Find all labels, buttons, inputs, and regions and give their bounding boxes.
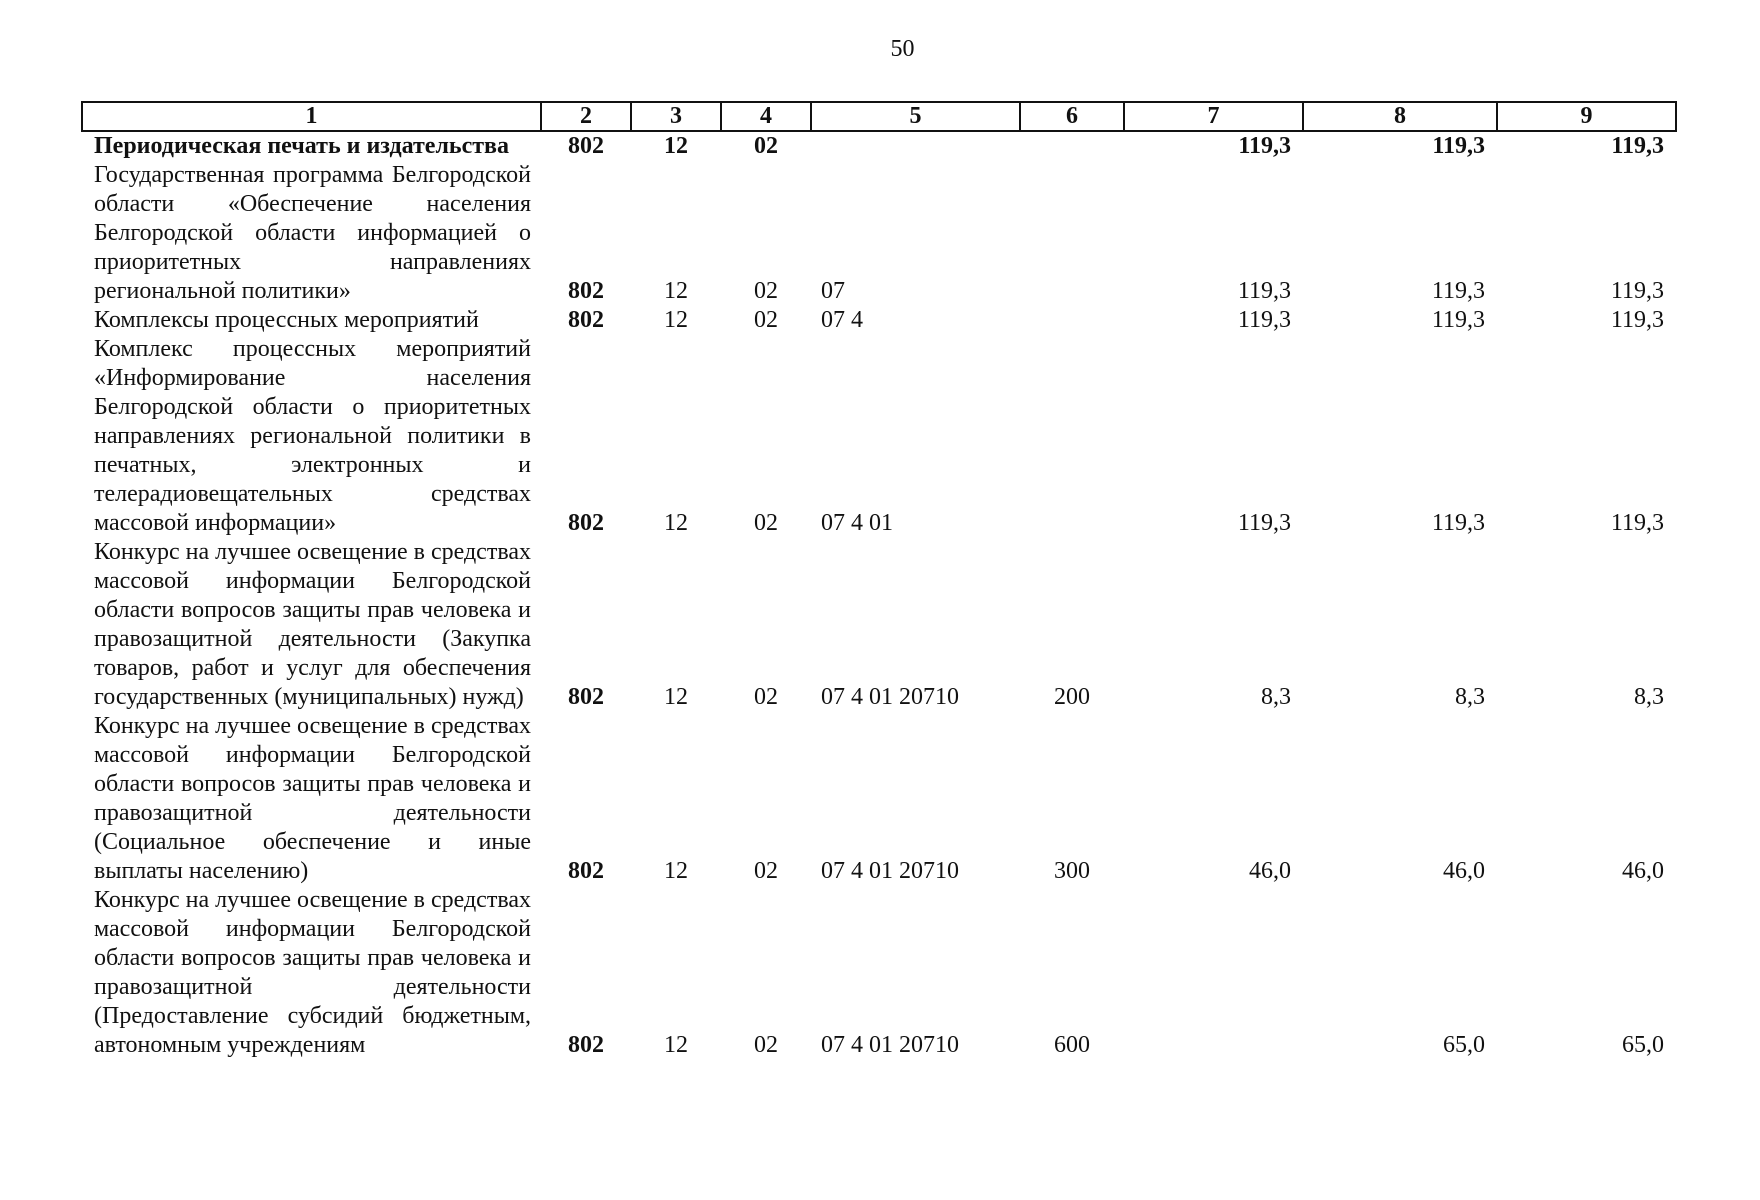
row-expense-type	[1020, 335, 1124, 538]
row-target-article: 07 4 01 20710	[821, 1032, 959, 1058]
row-value-9: 46,0	[1622, 858, 1664, 884]
row-value-9: 119,3	[1610, 307, 1664, 333]
row-value-7: 119,3	[1237, 510, 1291, 536]
row-value-7: 119,3	[1237, 307, 1291, 333]
row-value-7: 8,3	[1261, 684, 1291, 710]
header-row	[82, 102, 1676, 131]
row-value-8: 119,3	[1432, 133, 1485, 159]
row-name: Конкурс на лучшее освещение в средствах массовой информации Белгородской области вопросов защиты прав человека и правозащитной деятельности (Закупка товаров, работ и услуг для обеспечения государственных (муниципальных) нужд)	[94, 539, 531, 710]
row-target-article: 07 4 01 20710	[821, 684, 959, 710]
row-value-9: 119,3	[1610, 510, 1664, 536]
table-row	[82, 161, 1676, 306]
header-cell-7: 7	[1124, 102, 1303, 131]
row-subsection: 02	[754, 307, 778, 333]
row-value-9: 119,3	[1611, 133, 1664, 159]
row-value-8: 119,3	[1431, 307, 1485, 333]
row-grbs: 802	[568, 307, 604, 333]
header-cell-5: 5	[811, 102, 1020, 131]
row-value-8: 65,0	[1443, 1032, 1485, 1058]
page-number: 50	[890, 36, 915, 62]
header-cell-2: 2	[541, 102, 631, 131]
row-value-7: 119,3	[1238, 133, 1291, 159]
header-cell-9: 9	[1497, 102, 1676, 131]
row-section: 12	[664, 278, 688, 304]
row-name: Конкурс на лучшее освещение в средствах массовой информации Белгородской области вопросов защиты прав человека и правозащитной деятельности (Социальное обеспечение и иные выплаты населению)	[94, 713, 531, 884]
row-expense-type: 200	[1054, 684, 1090, 710]
row-subsection: 02	[754, 133, 778, 159]
row-section: 12	[664, 133, 688, 159]
row-value-9: 8,3	[1634, 684, 1664, 710]
row-section: 12	[664, 858, 688, 884]
row-section: 12	[664, 684, 688, 710]
row-name: Конкурс на лучшее освещение в средствах массовой информации Белгородской области вопросов защиты прав человека и правозащитной деятельности (Предоставление субсидий бюджетным, автономным учреждениям	[94, 887, 531, 1058]
table-row	[82, 306, 1676, 335]
row-section: 12	[664, 307, 688, 333]
row-target-article: 07 4 01 20710	[821, 858, 959, 884]
row-value-8: 46,0	[1443, 858, 1485, 884]
header-cell-6: 6	[1020, 102, 1124, 131]
row-section: 12	[664, 510, 688, 536]
header-cell-1: 1	[82, 102, 541, 131]
row-value-7: 46,0	[1249, 858, 1291, 884]
header-cell-4: 4	[721, 102, 811, 131]
budget-table	[81, 101, 1677, 1060]
row-name: Периодическая печать и издательства	[94, 133, 510, 159]
row-grbs: 802	[568, 133, 604, 159]
row-expense-type: 600	[1054, 1032, 1090, 1058]
row-subsection: 02	[754, 684, 778, 710]
table-row	[82, 335, 1676, 538]
row-subsection: 02	[754, 278, 778, 304]
table-row	[82, 131, 1676, 161]
row-value-7	[1124, 886, 1303, 1060]
row-expense-type	[1020, 306, 1124, 335]
row-target-article	[811, 131, 1020, 161]
row-target-article: 07 4	[821, 307, 863, 333]
row-grbs: 802	[568, 510, 604, 536]
table-header	[82, 102, 1676, 131]
row-section: 12	[664, 1032, 688, 1058]
table-row	[82, 712, 1676, 886]
row-expense-type	[1020, 161, 1124, 306]
row-value-9: 65,0	[1622, 1032, 1664, 1058]
row-name: Комплексы процессных мероприятий	[94, 307, 479, 333]
row-target-article: 07 4 01	[821, 510, 893, 536]
row-value-8: 119,3	[1431, 510, 1485, 536]
row-subsection: 02	[754, 1032, 778, 1058]
header-cell-3: 3	[631, 102, 721, 131]
row-subsection: 02	[754, 510, 778, 536]
row-value-8: 119,3	[1431, 278, 1485, 304]
row-grbs: 802	[568, 278, 604, 304]
row-value-7: 119,3	[1237, 278, 1291, 304]
row-grbs: 802	[568, 684, 604, 710]
row-target-article: 07	[821, 278, 845, 304]
row-value-8: 8,3	[1455, 684, 1485, 710]
row-name: Комплекс процессных мероприятий «Информирование населения Белгородской области о приоритетных направлениях региональной политики в печатных, электронных и телерадиовещательных средствах массовой информации»	[94, 336, 531, 536]
row-grbs: 802	[568, 858, 604, 884]
row-expense-type	[1020, 131, 1124, 161]
table-body	[82, 131, 1676, 1060]
row-subsection: 02	[754, 858, 778, 884]
table-row	[82, 538, 1676, 712]
row-expense-type: 300	[1054, 858, 1090, 884]
row-name: Государственная программа Белгородской области «Обеспечение населения Белгородской области информацией о приоритетных направлениях региональной политики»	[94, 162, 531, 304]
table-row	[82, 886, 1676, 1060]
header-cell-8: 8	[1303, 102, 1497, 131]
row-grbs: 802	[568, 1032, 604, 1058]
row-value-9: 119,3	[1610, 278, 1664, 304]
